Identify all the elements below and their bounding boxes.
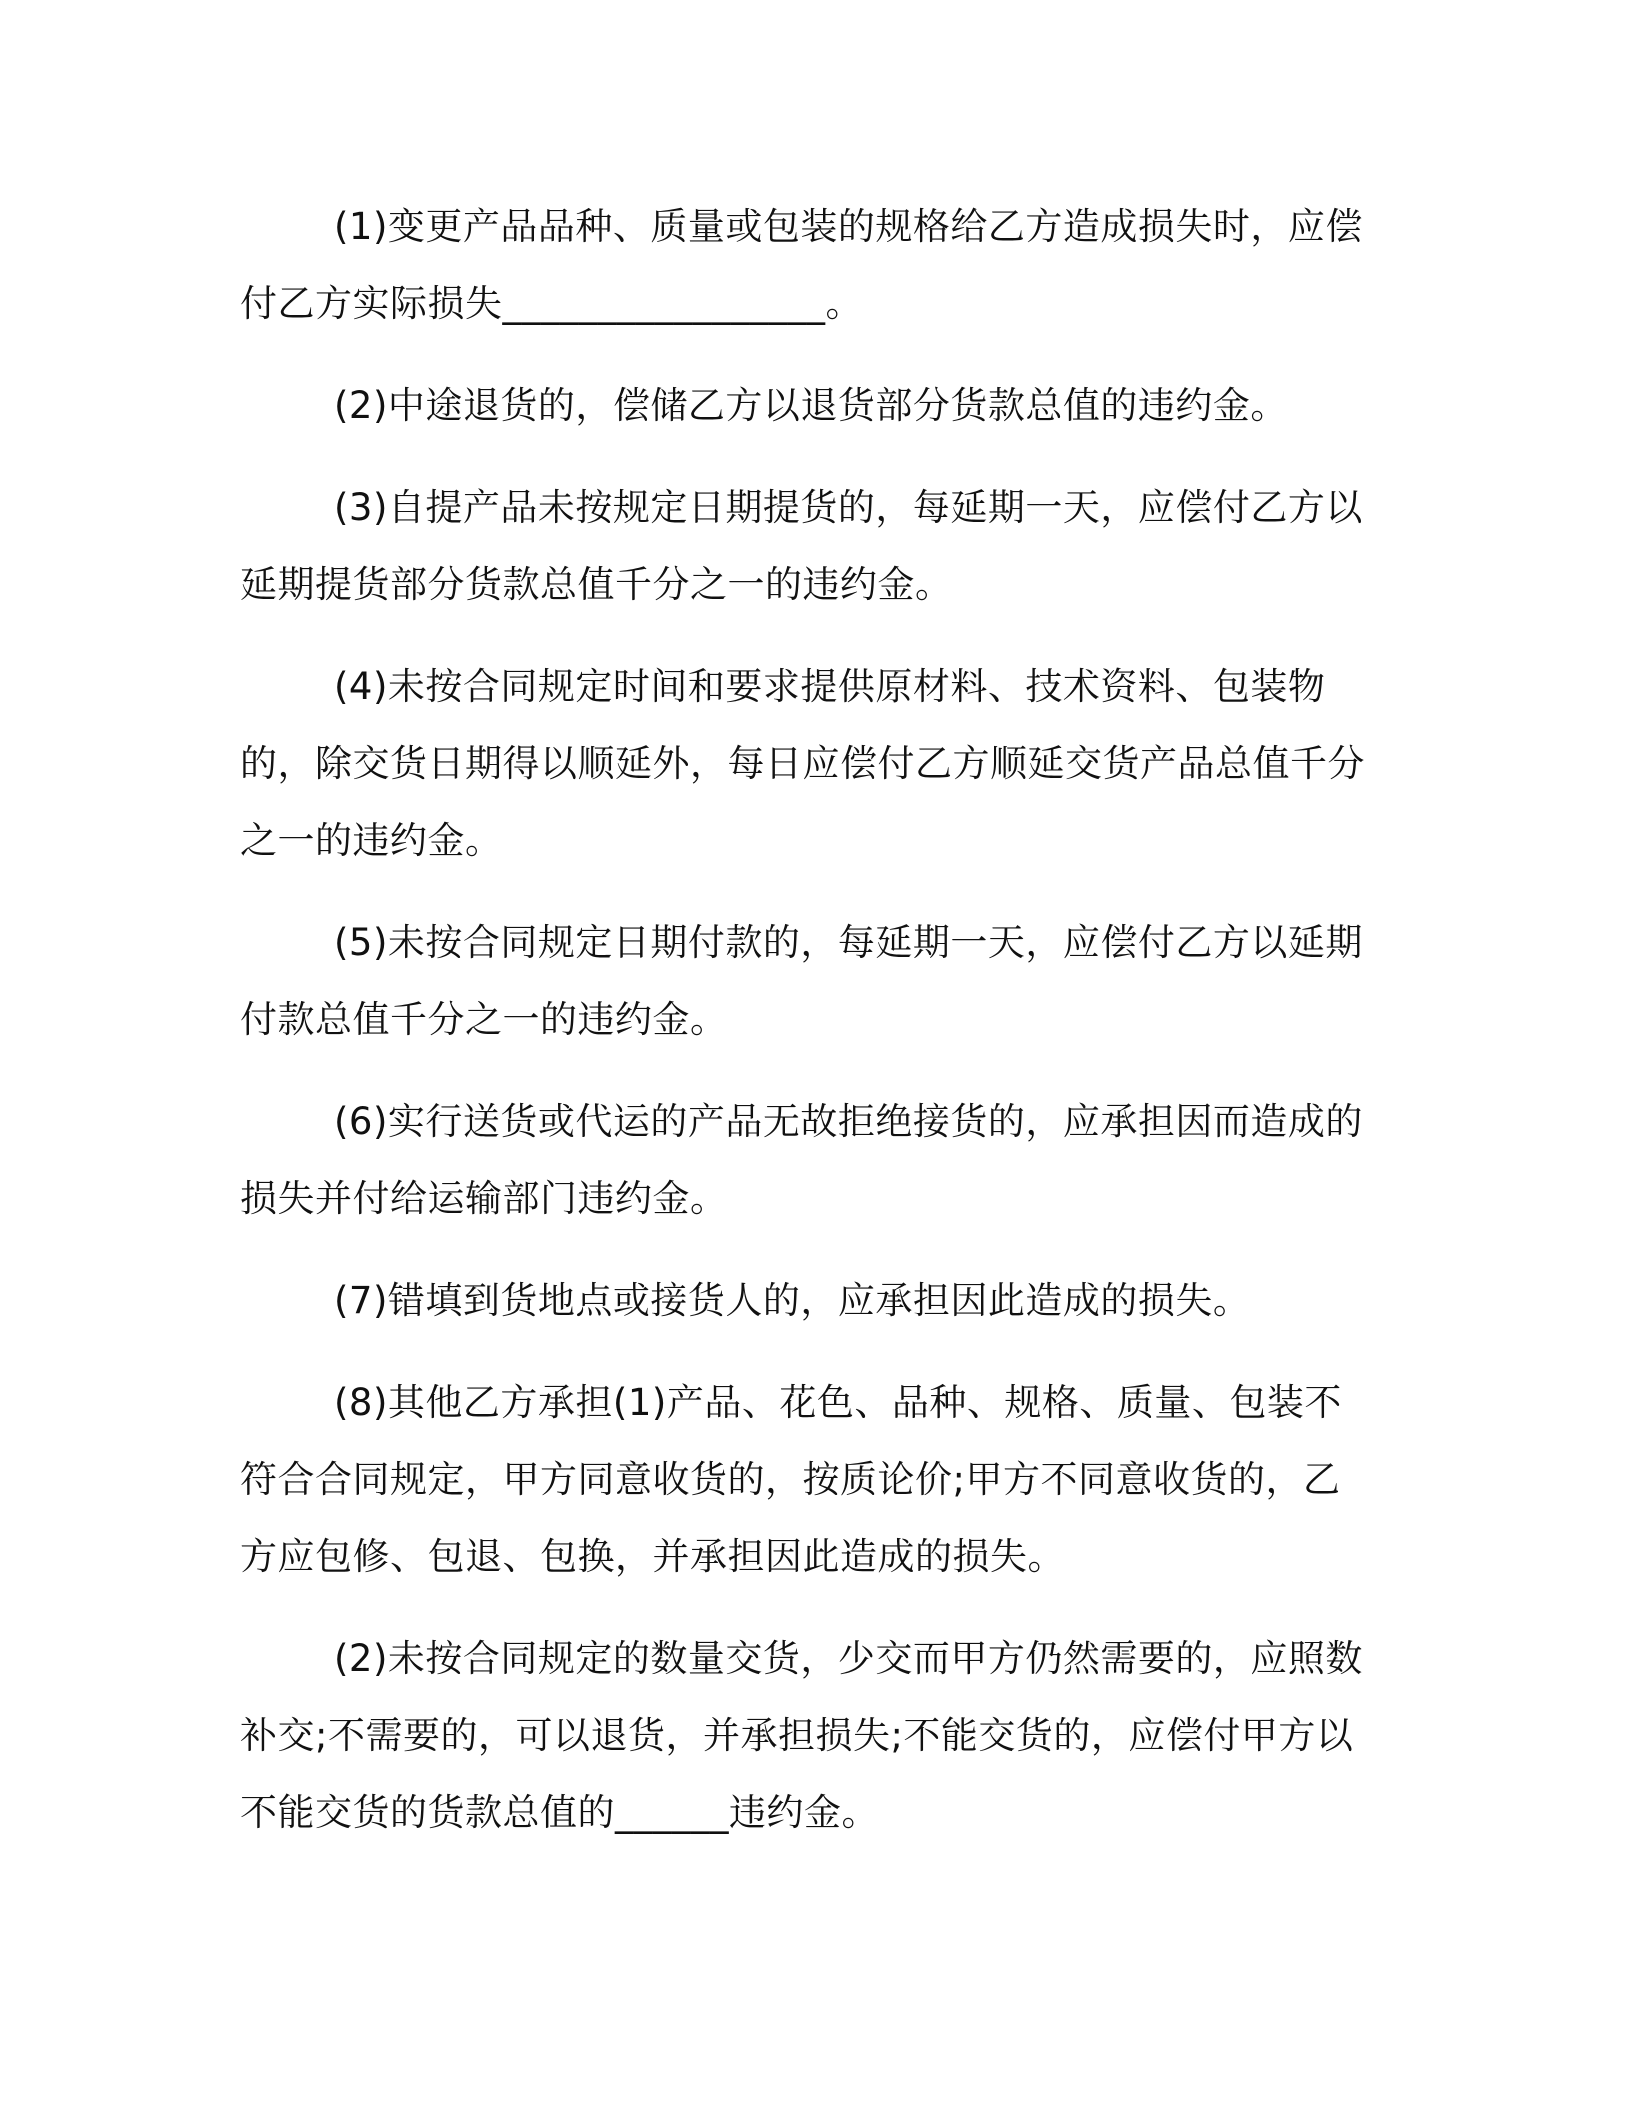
clause-paragraph-3: (3)自提产品未按规定日期提货的，每延期一天，应偿付乙方以延期提货部分货款总值千分之一的违约金。: [240, 486, 1363, 606]
clause-paragraph-2: (2)中途退货的，偿储乙方以退货部分货款总值的违约金。: [334, 384, 1288, 427]
clause-paragraph-1: (1)变更产品品种、质量或包装的规格给乙方造成损失时，应偿付乙方实际损失_________________。: [240, 205, 1363, 325]
clause-paragraph-5: (5)未按合同规定日期付款的，每延期一天，应偿付乙方以延期付款总值千分之一的违约金。: [240, 921, 1363, 1041]
clause-paragraph-8: (8)其他乙方承担(1)产品、花色、品种、规格、质量、包装不符合合同规定，甲方同意收货的，按质论价;甲方不同意收货的，乙方应包修、包退、包换，并承担因此造成的损失。: [240, 1381, 1342, 1578]
clause-paragraph-7: (7)错填到货地点或接货人的，应承担因此造成的损失。: [334, 1279, 1251, 1322]
clause-paragraph-9: (2)未按合同规定的数量交货，少交而甲方仍然需要的，应照数补交;不需要的，可以退货，并承担损失;不能交货的，应偿付甲方以不能交货的货款总值的______违约金。: [240, 1637, 1363, 1834]
clause-paragraph-6: (6)实行送货或代运的产品无故拒绝接货的，应承担因而造成的损失并付给运输部门违约金。: [240, 1100, 1363, 1220]
document-body: [240, 188, 1375, 1876]
clause-paragraph-4: (4)未按合同规定时间和要求提供原材料、技术资料、包装物的，除交货日期得以顺延外，每日应偿付乙方顺延交货产品总值千分之一的违约金。: [240, 665, 1365, 862]
